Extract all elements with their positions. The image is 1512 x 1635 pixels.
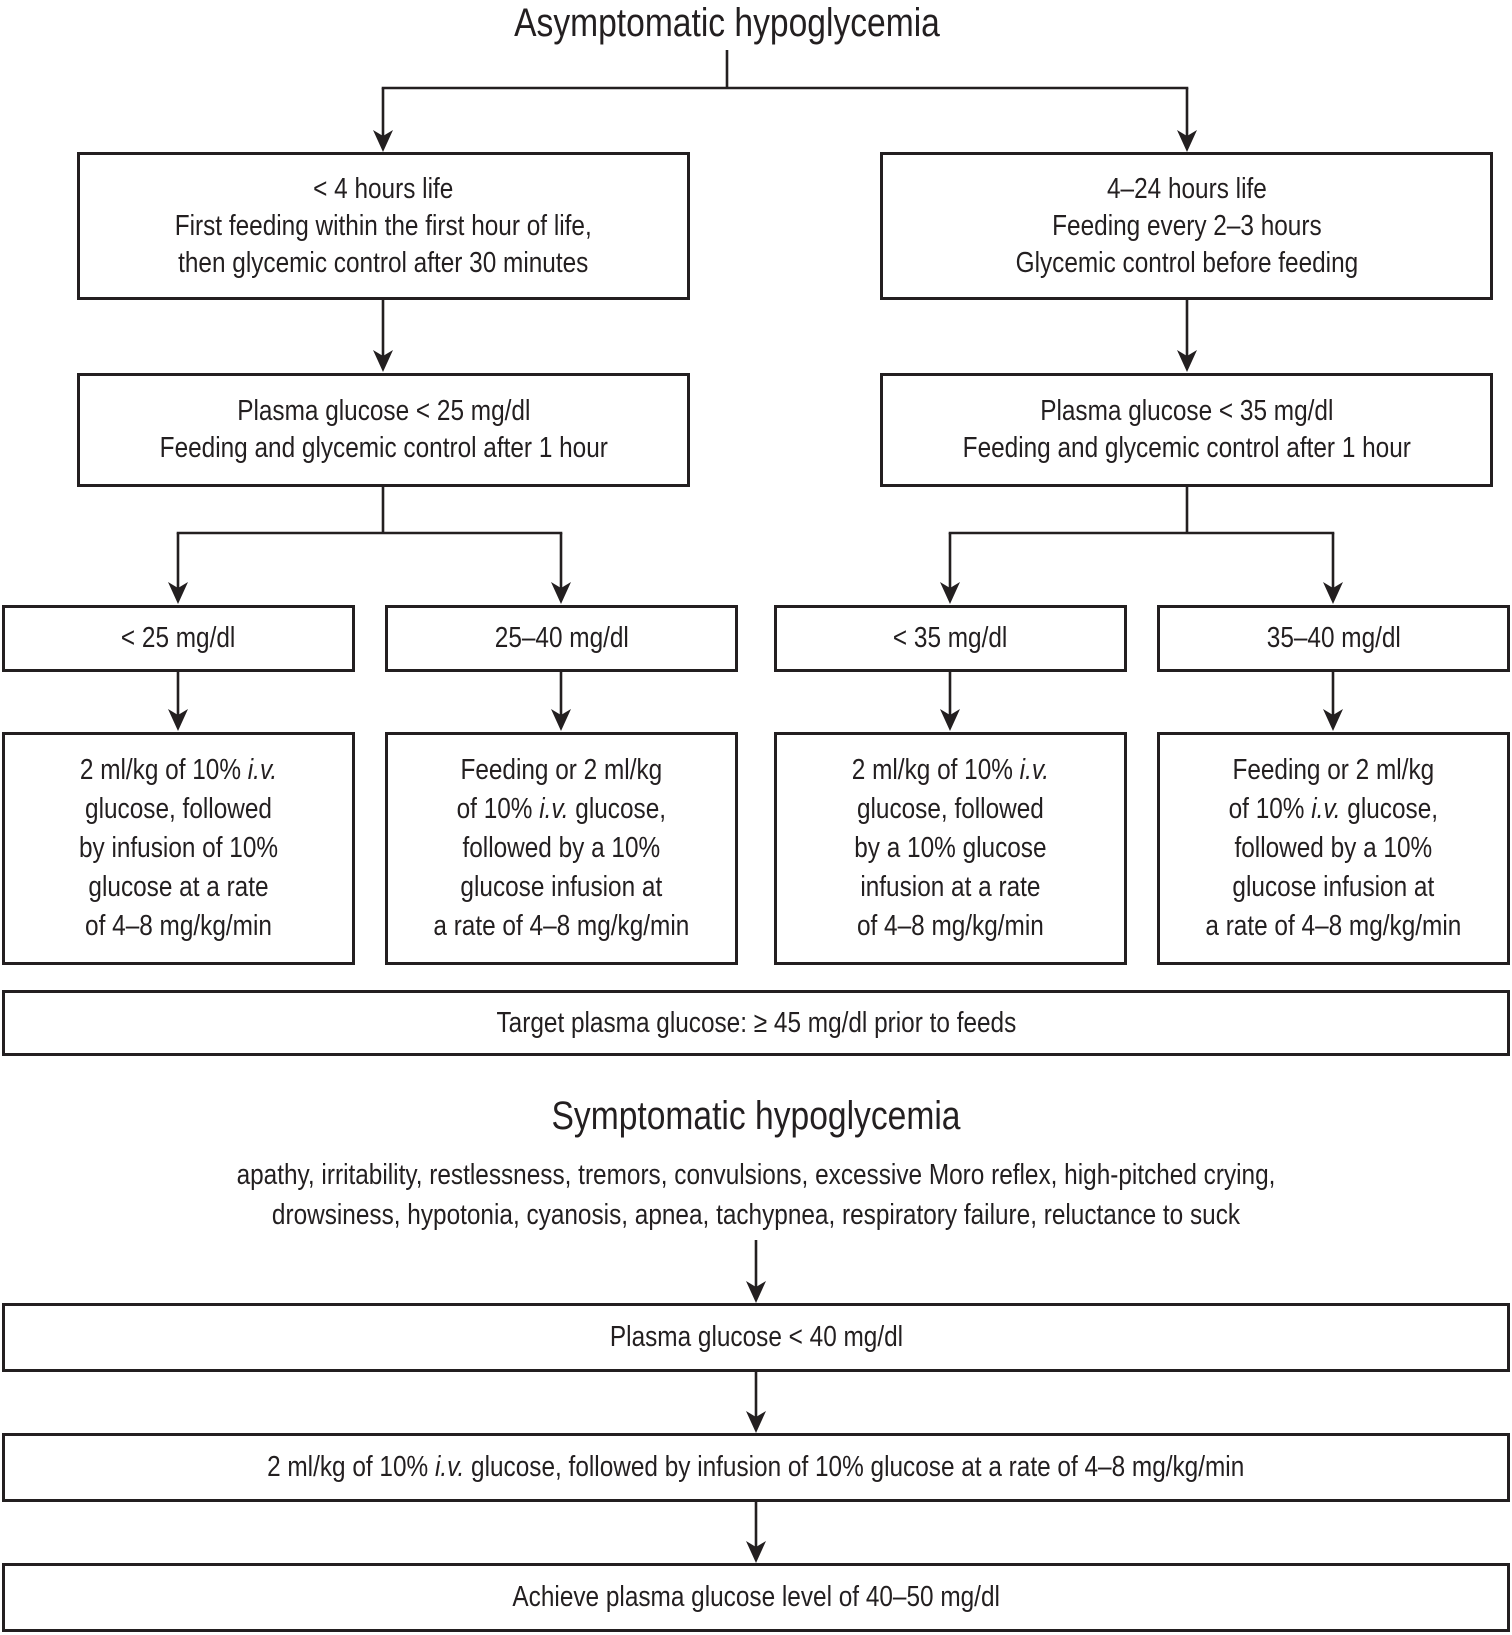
box-range-35-40: 35–40 mg/dl	[1157, 605, 1510, 672]
symptomatic-title: Symptomatic hypoglycemia	[551, 1094, 961, 1138]
box-range-under-35: < 35 mg/dl	[774, 605, 1127, 672]
box-under-4-hours-life: < 4 hours life First feeding within the first hour of life, then glycemic control after 30 minutes	[77, 152, 690, 300]
box-treatment-symptomatic: 2 ml/kg of 10% i.v. glucose, followed by infusion of 10% glucose at a rate of 4–8 mg/kg/min	[2, 1433, 1510, 1502]
connector-title-split	[382, 50, 1189, 137]
box-treatment-feeding-35-40: Feeding or 2 ml/kg of 10% i.v. glucose, followed by a 10% glucose infusion at a rate of 4–8 mg/kg/min	[1157, 732, 1510, 965]
box-plasma-glucose-under-35: Plasma glucose < 35 mg/dl Feeding and glycemic control after 1 hour	[880, 373, 1493, 487]
asymptomatic-title: Asymptomatic hypoglycemia	[514, 1, 940, 45]
connector-left-split	[177, 487, 563, 589]
box-treatment-feeding-25-40: Feeding or 2 ml/kg of 10% i.v. glucose, followed by a 10% glucose infusion at a rate of 4–8 mg/kg/min	[385, 732, 738, 965]
box-achieve-plasma-glucose: Achieve plasma glucose level of 40–50 mg/dl	[2, 1563, 1510, 1632]
box-target-plasma-glucose: Target plasma glucose: ≥ 45 mg/dl prior to feeds	[2, 990, 1510, 1056]
box-4-24-hours-life: 4–24 hours life Feeding every 2–3 hours Glycemic control before feeding	[880, 152, 1493, 300]
connector-age-to-glucose	[383, 300, 1187, 357]
box-range-under-25: < 25 mg/dl	[2, 605, 355, 672]
box-treatment-iv-under-35: 2 ml/kg of 10% i.v. glucose, followed by a 10% glucose infusion at a rate of 4–8 mg/kg/min	[774, 732, 1127, 965]
box-plasma-glucose-under-25: Plasma glucose < 25 mg/dl Feeding and glycemic control after 1 hour	[77, 373, 690, 487]
connector-range-to-treatment	[178, 672, 1333, 716]
box-range-25-40: 25–40 mg/dl	[385, 605, 738, 672]
connector-right-split	[949, 487, 1335, 589]
box-plasma-glucose-under-40: Plasma glucose < 40 mg/dl	[2, 1303, 1510, 1372]
symptoms-list: apathy, irritability, restlessness, tremors, convulsions, excessive Moro reflex, high-pitched crying, drowsiness, hypotonia, cyanosis, apnea, tachypnea, respiratory failure, reluctance to suck	[236, 1159, 1276, 1231]
box-treatment-iv-under-25: 2 ml/kg of 10% i.v. glucose, followed by infusion of 10% glucose at a rate of 4–8 mg/kg/min	[2, 732, 355, 965]
